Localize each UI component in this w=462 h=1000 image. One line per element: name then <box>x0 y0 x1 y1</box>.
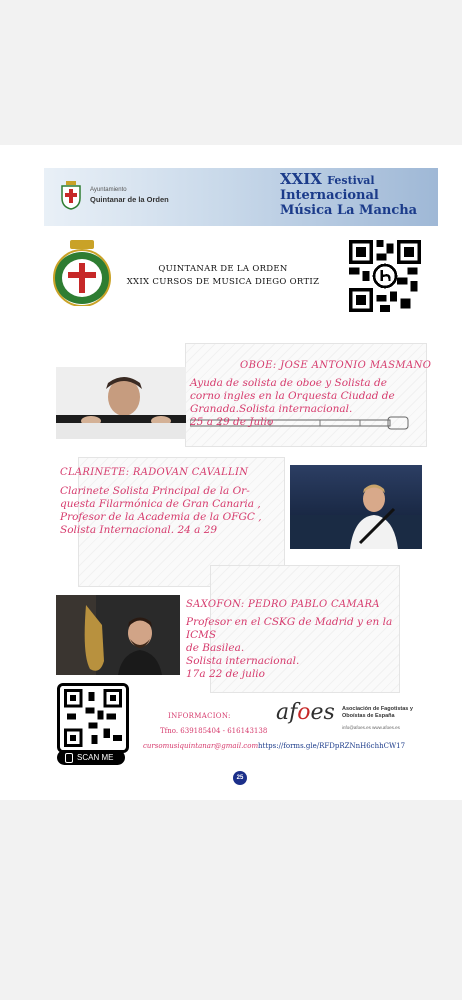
signup-qr-code-icon[interactable] <box>57 683 129 753</box>
phone-icon <box>65 753 73 763</box>
saxofon-line-3: Solista internacional. <box>186 655 300 667</box>
oboe-description <box>190 377 420 429</box>
oboe-dates: 25 a 29 de Julio <box>190 416 274 428</box>
afoes-contact: info@afoes.es www.afoes.es <box>342 725 400 730</box>
festival-word: Festival <box>327 174 375 187</box>
festival-title <box>280 172 430 218</box>
afoes-logo <box>276 700 335 725</box>
poster-page <box>0 145 462 800</box>
page-number-badge: 25 <box>233 771 247 785</box>
festival-musica: Música La Mancha <box>280 203 418 218</box>
oboe-line-3: Granada.Solista internacional. <box>190 403 353 415</box>
scan-me-label: SCAN ME <box>77 753 114 762</box>
coat-of-arms-icon <box>50 238 114 306</box>
festival-banner <box>44 168 438 226</box>
afoes-logo-a: af <box>276 700 298 725</box>
clarinete-line-4: Solista Internacional. 24 a 29 <box>60 524 218 536</box>
clarinete-line-3: Profesor de la Academia de la OFGC , <box>60 511 262 523</box>
info-form-link[interactable]: https://forms.gle/RFDpRZNnH6chhCW17 <box>258 742 406 750</box>
saxofon-description <box>186 616 416 681</box>
afoes-name: Asociación de Fagotistas y Oboístas de España <box>342 706 413 719</box>
saxofon-line-1: Profesor en el CSKG de Madrid y en la ICMS <box>186 616 393 641</box>
oboe-title: OBOE: JOSE ANTONIO MASMANO <box>240 360 432 371</box>
festival-number: XXIX <box>280 170 322 188</box>
oboe-line-1: Ayuda de solista de oboe y Solista de <box>190 377 387 389</box>
festival-internacional: Internacional <box>280 188 379 203</box>
afoes-logo-o: o <box>297 700 311 725</box>
saxofon-dates: 17a 22 de julio <box>186 668 265 680</box>
clarinete-line-1: Clarinete Solista Principal de la Or- <box>60 485 250 497</box>
clarinete-photo <box>290 465 422 549</box>
saxofon-title: SAXOFON: PEDRO PABLO CAMARA <box>186 599 380 610</box>
afoes-logo-es: es <box>310 700 335 725</box>
info-phone: Tfno. 639185404 - 616143138 <box>160 727 268 735</box>
heading-line-1: QUINTANAR DE LA ORDEN <box>158 264 288 274</box>
heading-line-2: XXIX CURSOS DE MUSICA DIEGO ORTIZ <box>126 277 320 287</box>
saxofon-line-2: de Basilea. <box>186 642 245 654</box>
oboe-photo <box>56 367 186 439</box>
clarinete-title: CLARINETE: RADOVAN CAVALLIN <box>60 467 249 478</box>
qr-code-icon[interactable] <box>348 240 422 312</box>
course-heading <box>118 263 328 289</box>
scan-me-button[interactable] <box>57 750 125 765</box>
town-crest-icon <box>60 180 82 210</box>
info-title: INFORMACION: <box>168 712 231 720</box>
saxofon-photo <box>56 595 180 675</box>
info-email-link[interactable]: cursomusiquintanar@gmail.com <box>143 742 259 750</box>
clarinete-description <box>60 485 285 537</box>
clarinete-line-2: questa Filarmónica de Gran Canaria , <box>60 498 261 510</box>
banner-town: Quintanar de la Orden <box>90 195 169 204</box>
banner-ayuntamiento: Ayuntamiento <box>90 187 127 193</box>
oboe-line-2: corno ingles en la Orquesta Ciudad de <box>190 390 395 402</box>
